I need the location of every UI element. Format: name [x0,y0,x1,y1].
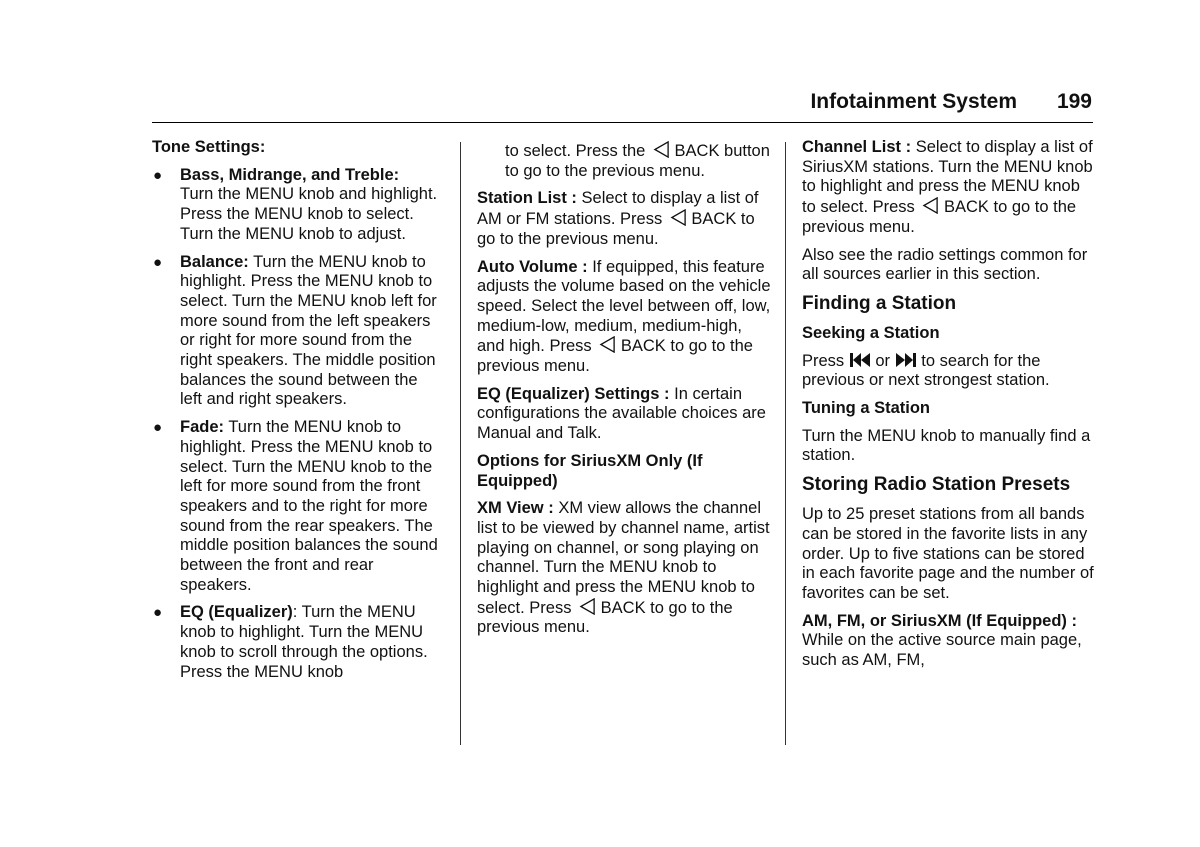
tuning-paragraph: Turn the MENU knob to manually find a station. [802,426,1091,465]
back-triangle-icon [653,141,670,158]
bullet-icon: ● [153,419,163,437]
auto-volume-term: Auto Volume : [477,257,588,276]
bullet-text: Turn the MENU knob and highlight. Press the MENU knob to select. Turn the MENU knob to adjust. [180,185,438,243]
column-right [802,138,1094,679]
list-item [152,166,442,245]
xm-view-text: BACK to go to the previous menu. [477,598,733,637]
bullet-text: Turn the MENU knob to highlight. Press the MENU knob to select. Turn the MENU knob to the left for more sound from the front speakers and to the right for more sound from the rear speakers. The middle position balances the sound between the front and rear speakers. [180,418,438,594]
seeking-paragraph [802,352,1094,391]
am-fm-text: While on the active source main page, such as AM, FM, [802,631,1082,670]
station-list-text: Select to display a list of AM or FM stations. Press [477,189,759,229]
eq-settings-paragraph [477,385,772,444]
bullet-term: EQ (Equalizer) [180,603,293,622]
header-rule [152,122,1093,123]
station-list-paragraph [477,189,772,249]
xm-view-term: XM View : [477,499,554,518]
channel-list-text: BACK to go to the previous menu. [802,198,1077,236]
xm-view-text: XM view allows the channel list to be viewed by channel name, artist playing on channel, or song playing on channel. Turn the MENU knob to highlight and press the MENU knob to select. [477,499,770,617]
continued-paragraph [477,141,772,181]
page-header [152,88,1093,124]
station-list-term: Station List : [477,189,577,208]
auto-volume-text: If equipped, this feature adjusts the volume based on the vehicle speed. Select the level between off, low, medium-low, medium, medium-high, and high. [477,257,771,356]
column-divider [785,142,786,745]
station-list-text: BACK to go to the previous menu. [477,210,755,248]
page-number: 199 [1056,90,1092,113]
back-triangle-icon [599,336,616,353]
xm-view-paragraph [477,499,772,638]
channel-list-paragraph [802,138,1094,238]
auto-volume-paragraph [477,258,772,377]
tuning-station-heading: Tuning a Station [802,399,931,418]
bullet-text: : Turn the MENU knob to highlight. Turn the MENU knob to scroll through the options. Press the MENU knob [180,603,428,681]
bullet-text: Turn the MENU knob to highlight. Press the MENU knob to select. Turn the MENU knob left for more sound from the left speakers or right for more sound from the right speakers. The middle position balances the sound between the left and right speakers. [180,252,437,409]
xm-view-text: Press [529,598,572,617]
am-fm-paragraph [802,612,1094,671]
seeking-text: Press [802,351,845,370]
bullet-icon: ● [153,604,163,622]
finding-station-heading: Finding a Station [802,292,957,314]
list-item [152,418,442,595]
bullet-term: Bass, Midrange, and Treble: [180,165,400,184]
auto-volume-text: Press [549,337,592,356]
back-triangle-icon [670,209,687,226]
storing-presets-heading: Storing Radio Station Presets [802,474,1071,496]
bullet-icon: ● [153,166,163,184]
storing-paragraph: Up to 25 preset stations from all bands can be stored in the favorite lists in any order. Up to five stations can be stored in each favorite page and the number of favorites can be set. [802,505,1094,602]
column-left [152,138,442,690]
seek-back-icon [849,352,871,368]
column-divider [460,142,461,745]
am-fm-term: AM, FM, or SiriusXM (If Equipped) : [802,611,1077,630]
also-see-paragraph: Also see the radio settings common for all sources earlier in this section. [802,245,1088,284]
back-triangle-icon [922,197,939,214]
seeking-text: to search for the previous or next strongest station. [802,351,1050,390]
auto-volume-text: BACK to go to the previous menu. [477,337,753,376]
continuation-text: to select. Press the [505,142,646,160]
bullet-icon: ● [153,253,163,271]
bullet-term: Balance: [180,252,249,271]
channel-list-text: Select to display a list of SiriusXM stations. Turn the MENU knob to highlight and press the MENU knob to select. Press [802,138,1093,217]
tone-settings-list [152,166,442,683]
back-triangle-icon [579,598,596,615]
siriusxm-options-heading: Options for SiriusXM Only (If Equipped) [477,451,703,490]
bullet-term: Fade: [180,418,225,437]
eq-settings-term: EQ (Equalizer) Settings : [477,384,670,403]
list-item [152,253,442,411]
seek-forward-icon [895,352,917,368]
column-middle [477,141,772,646]
continuation-text: BACK button to go to the previous menu. [505,142,770,180]
channel-list-term: Channel List : [802,138,912,156]
seeking-station-heading: Seeking a Station [802,323,940,342]
tone-settings-heading: Tone Settings: [152,138,266,156]
seeking-text: or [875,351,891,370]
eq-settings-text: In certain configurations the available choices are Manual and Talk. [477,384,766,443]
section-title: Infotainment System [810,90,1017,113]
list-item [152,603,442,682]
